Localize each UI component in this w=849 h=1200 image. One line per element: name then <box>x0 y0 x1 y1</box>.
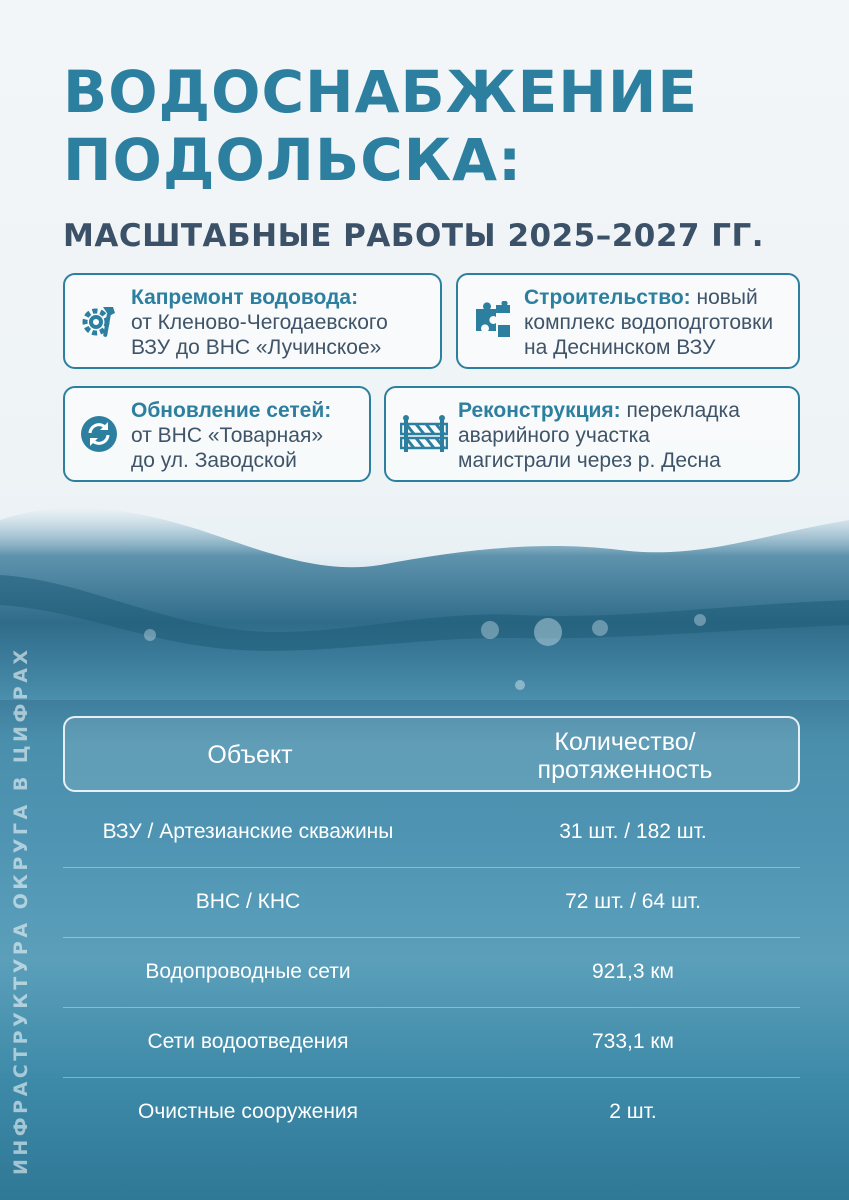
column-header-object: Объект <box>207 741 293 769</box>
gear-wrench-icon <box>79 301 119 341</box>
info-card-reconstruction <box>384 386 800 482</box>
card-heading-rest: новый <box>690 286 758 309</box>
table-cell-value: 2 шт. <box>609 1100 657 1123</box>
table-header <box>63 716 800 792</box>
puzzle-icon <box>472 301 512 341</box>
card-heading-rest: перекладка <box>620 399 740 422</box>
card-line: от ВНС «Товарная» <box>131 424 323 447</box>
card-line: на Деснинском ВЗУ <box>524 336 716 359</box>
table-cell-object: Водопроводные сети <box>145 960 351 983</box>
table-cell-value: 72 шт. / 64 шт. <box>565 890 701 913</box>
card-line: аварийного участка <box>458 424 650 447</box>
card-heading: Капремонт водовода: <box>131 286 359 309</box>
table-row <box>63 1008 800 1078</box>
column-header-quantity <box>460 728 790 784</box>
table-row <box>63 938 800 1008</box>
table-cell-value: 733,1 км <box>591 1030 674 1053</box>
card-line: до ул. Заводской <box>131 449 297 472</box>
card-heading: Реконструкция: <box>458 399 621 422</box>
refresh-icon <box>79 414 119 454</box>
table-row <box>63 868 800 938</box>
card-line: от Кленово-Чегодаевского <box>131 311 388 334</box>
table-cell-object: ВНС / КНС <box>195 890 301 913</box>
card-line: комплекс водоподготовки <box>524 311 774 334</box>
info-card-network-update <box>63 386 371 482</box>
info-card-construction <box>456 273 800 369</box>
info-card-capital-repair <box>63 273 442 369</box>
page-subtitle: МАСШТАБНЫЕ РАБОТЫ 2025–2027 ГГ. <box>63 218 765 254</box>
column-header-line: протяженность <box>537 756 713 784</box>
card-heading: Обновление сетей: <box>131 399 332 422</box>
table-cell-object: Сети водоотведения <box>147 1030 349 1053</box>
card-line: ВЗУ до ВНС «Лучинское» <box>131 336 382 359</box>
card-line: магистрали через р. Десна <box>458 449 721 472</box>
table-row <box>63 1078 800 1148</box>
road-barrier-icon <box>400 414 448 454</box>
water-surface-image <box>0 480 849 700</box>
column-header-line: Количество/ <box>554 728 696 756</box>
page-title: ВОДОСНАБЖЕНИЕ ПОДОЛЬСКА: <box>63 58 698 194</box>
table-cell-value: 31 шт. / 182 шт. <box>559 820 707 843</box>
table-cell-object: Очистные сооружения <box>137 1100 359 1123</box>
side-caption: ИНФРАСТРУКТУРА ОКРУГА В ЦИФРАХ <box>10 646 32 1175</box>
table-cell-value: 921,3 км <box>591 960 674 983</box>
table-row <box>63 798 800 868</box>
card-heading: Строительство: <box>524 286 691 309</box>
table-cell-object: ВЗУ / Артезианские скважины <box>102 820 394 843</box>
